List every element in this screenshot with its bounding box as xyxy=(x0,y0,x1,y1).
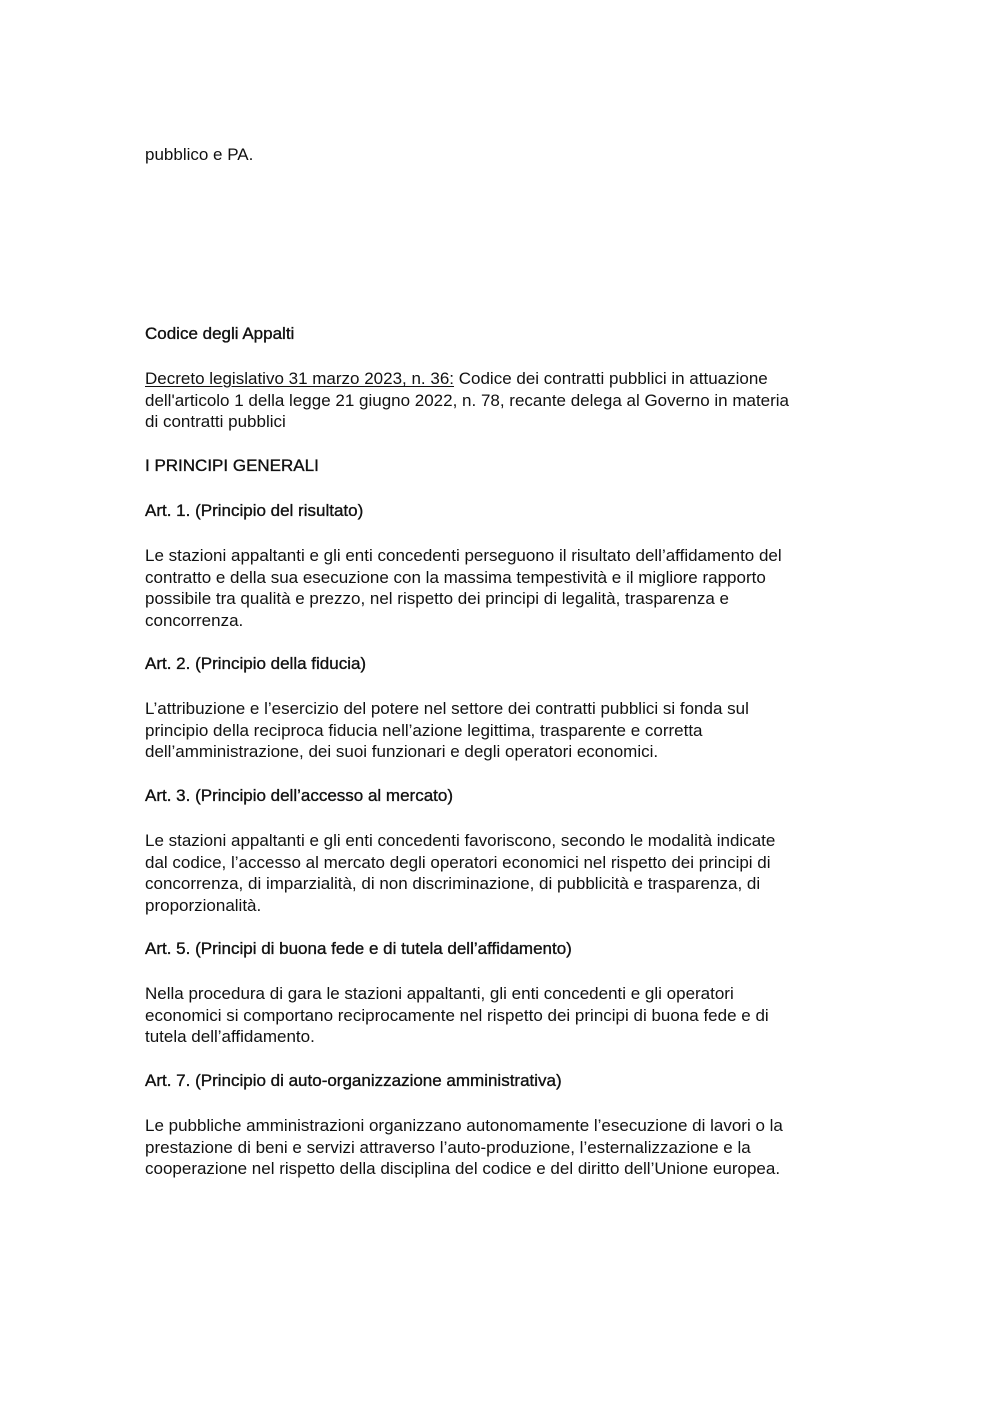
principles-heading: I PRINCIPI GENERALI xyxy=(145,456,319,475)
article-5-title: Art. 5. (Principi di buona fede e di tutela dell’affidamento) xyxy=(145,939,572,958)
article-2-body: L’attribuzione e l’esercizio del potere nel settore dei contratti pubblici si fonda sul principio della reciproca fiducia nell’azione legittima, trasparente e corretta dell’amministrazione, dei suoi funzionari e degli operatori economici. xyxy=(145,699,749,761)
article-1-body: Le stazioni appaltanti e gli enti concedenti perseguono il risultato dell’affidamento del contratto e della sua esecuzione con la massima tempestività e il migliore rapporto possibile tra qualità e prezzo, nel rispetto dei principi di legalità, trasparenza e concorrenza. xyxy=(145,546,782,630)
decree-link[interactable]: Decreto legislativo 31 marzo 2023, n. 36: xyxy=(145,369,455,388)
article-7-body: Le pubbliche amministrazioni organizzano autonomamente l’esecuzione di lavori o la prestazione di beni e servizi attraverso l’auto-produzione, l’esternalizzazione e la cooperazione nel rispetto della disciplina del codice e del diritto dell’Unione europea. xyxy=(145,1116,783,1178)
intro-fragment: pubblico e PA. xyxy=(145,145,254,164)
article-1-title: Art. 1. (Principio del risultato) xyxy=(145,501,364,520)
article-3-title: Art. 3. (Principio dell’accesso al mercato) xyxy=(145,786,454,805)
article-5-body: Nella procedura di gara le stazioni appaltanti, gli enti concedenti e gli operatori economici si comportano reciprocamente nel rispetto dei principi di buona fede e di tutela dell’affidamento. xyxy=(145,984,769,1046)
article-2-title: Art. 2. (Principio della fiducia) xyxy=(145,654,367,673)
decree-paragraph xyxy=(145,368,795,433)
article-7-title: Art. 7. (Principio di auto-organizzazione amministrativa) xyxy=(145,1071,562,1090)
section-title: Codice degli Appalti xyxy=(145,324,295,343)
article-3-body: Le stazioni appaltanti e gli enti concedenti favoriscono, secondo le modalità indicate dal codice, l’accesso al mercato degli operatori economici nel rispetto dei principi di concorrenza, di imparzialità, di non discriminazione, di pubblicità e trasparenza, di proporzionalità. xyxy=(145,831,776,915)
decree-text: Codice dei contratti pubblici in attuazione dell'articolo 1 della legge 21 giugno 2022, n. 78, recante delega al Governo in materia di contratti pubblici xyxy=(145,369,790,431)
